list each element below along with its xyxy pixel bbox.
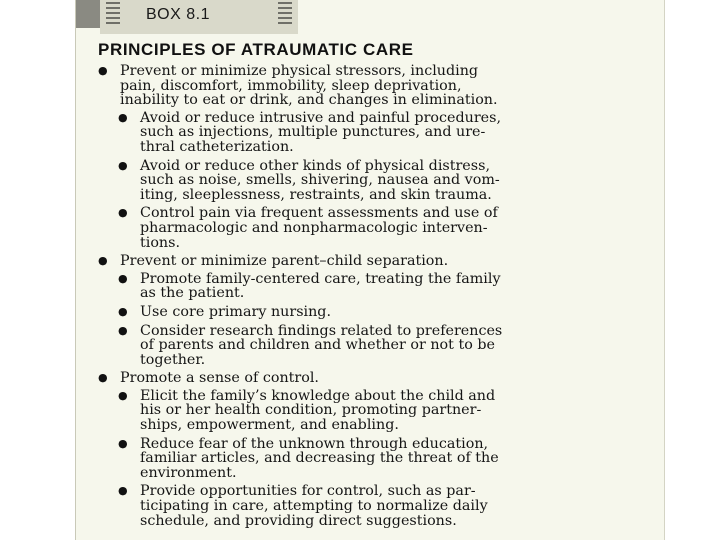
text-line: Use core primary nursing.	[140, 303, 332, 320]
text-line: ships, empowerment, and enabling.	[140, 417, 399, 434]
text-line: environment.	[140, 464, 237, 481]
sub-item	[118, 484, 652, 528]
text-line: pain, discomfort, immobility, sleep deprivation,	[120, 77, 462, 94]
bullet-icon: ●	[118, 323, 128, 337]
text-line: Avoid or reduce other kinds of physical distress,	[140, 157, 490, 174]
text-line: Avoid or reduce intrusive and painful procedures,	[140, 109, 502, 126]
sub-item	[118, 159, 652, 203]
text-line: iting, sleeplessness, restraints, and skin trauma.	[140, 186, 492, 203]
bullet-icon: ●	[118, 158, 128, 172]
text-line: inability to eat or drink, and changes in elimination.	[120, 92, 498, 109]
sub-item	[118, 272, 652, 301]
text-line: Prevent or minimize physical stressors, including	[120, 63, 479, 79]
text-line: Promote family-centered care, treating the family	[140, 270, 501, 287]
ruler-left-icon	[106, 2, 120, 28]
sub-list	[96, 389, 652, 528]
bullet-icon: ●	[118, 110, 128, 124]
bullet-icon: ●	[118, 271, 128, 285]
ruler-right-icon	[278, 2, 292, 28]
bullet-icon: ●	[118, 484, 128, 498]
text-line: Provide opportunities for control, such as par-	[140, 483, 476, 500]
text-line: familiar articles, and decreasing the threat of the	[140, 450, 499, 467]
text-line: Control pain via frequent assessments and use of	[140, 205, 498, 222]
bullet-icon: ●	[118, 388, 128, 402]
text-line: tions.	[140, 234, 181, 251]
box-label: BOX 8.1	[146, 6, 210, 23]
text-line: together.	[140, 351, 206, 368]
text-line: Consider research findings related to preferences	[140, 322, 503, 339]
sub-item	[118, 437, 652, 481]
bullet-icon: ●	[98, 371, 108, 385]
bullet-icon: ●	[98, 254, 108, 268]
sub-item	[118, 111, 652, 155]
text-line: ticipating in care, attempting to normalize daily	[140, 498, 488, 515]
sub-list	[96, 272, 652, 368]
bullet-icon: ●	[118, 304, 128, 318]
sub-item	[118, 305, 652, 320]
principle-item	[96, 371, 652, 386]
text-line: schedule, and providing direct suggestions.	[140, 512, 457, 529]
text-line: thral catheterization.	[140, 138, 294, 155]
text-line: pharmacologic and nonpharmacologic interven-	[140, 219, 488, 236]
bullet-icon: ●	[118, 436, 128, 450]
text-line: of parents and children and whether or not to be	[140, 337, 495, 354]
bullet-icon: ●	[118, 206, 128, 220]
header-accent-bar	[76, 0, 100, 28]
principle-item	[96, 254, 652, 269]
bullet-icon: ●	[98, 64, 108, 77]
text-line: such as noise, smells, shivering, nausea and vom-	[140, 172, 500, 189]
sub-item	[118, 324, 652, 368]
text-line: as the patient.	[140, 285, 245, 302]
principles-list	[96, 64, 652, 532]
text-line: such as injections, multiple punctures, and ure-	[140, 124, 486, 141]
box-title: PRINCIPLES OF ATRAUMATIC CARE	[98, 40, 414, 59]
sub-item	[118, 206, 652, 250]
box-panel	[75, 0, 665, 540]
text-line: his or her health condition, promoting partner-	[140, 402, 482, 419]
text-line: Promote a sense of control.	[120, 370, 319, 387]
sub-item	[118, 389, 652, 433]
box-header	[76, 0, 664, 34]
sub-list	[96, 111, 652, 250]
text-line: Elicit the family’s knowledge about the child and	[140, 387, 496, 404]
text-line: Prevent or minimize parent–child separation.	[120, 253, 449, 270]
text-line: Reduce fear of the unknown through education,	[140, 435, 489, 452]
principle-item	[96, 64, 652, 108]
